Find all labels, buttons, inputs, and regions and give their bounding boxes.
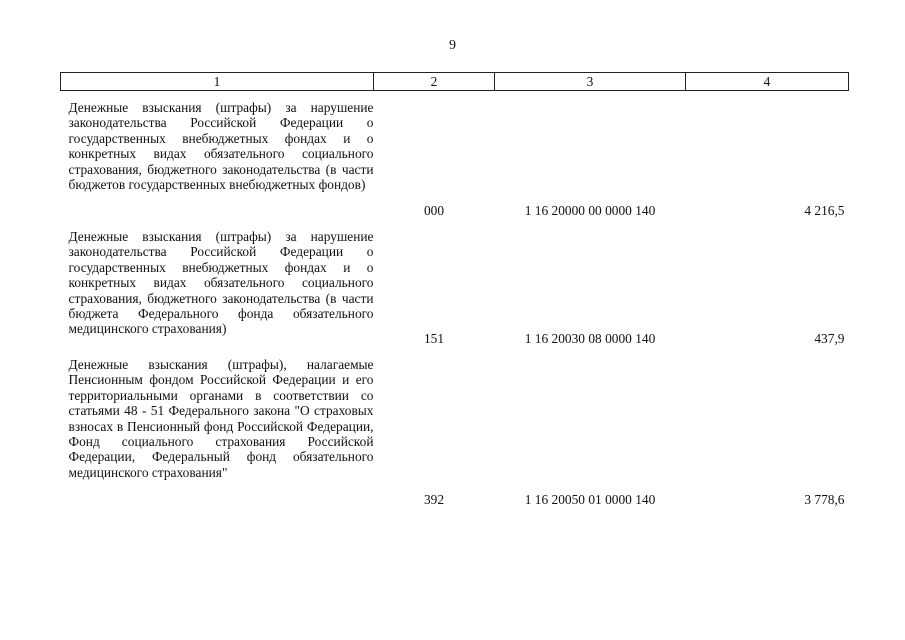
row-kbk-code: 1 16 20030 08 0000 140 <box>524 330 656 346</box>
row-kbk-code: 1 16 20050 01 0000 140 <box>524 491 656 507</box>
row-description: Денежные взыскания (штрафы), налагаемые Пенсионным фондом Российской Федерации и его территориальными органами в соответствии со статьями 48 - 51 Федерального закона "О страховых взносах в Пенсионный фонд Российской Федерации, Фонд социального страхования Российской Федерации, Федеральный фонд обязательного медицинского страхования" <box>68 357 374 480</box>
table-row <box>61 91 849 221</box>
header-col-4: 4 <box>686 73 849 91</box>
page-number: 9 <box>449 38 456 53</box>
revenue-table <box>60 72 849 509</box>
row-amount: 437,9 <box>814 330 845 346</box>
row-amount: 4 216,5 <box>804 202 845 218</box>
header-col-3: 3 <box>495 73 686 91</box>
row-amount: 3 778,6 <box>804 491 845 507</box>
row-description: Денежные взыскания (штрафы) за нарушение законодательства Российской Федерации о государственных внебюджетных фондах и о конкретных видах обязательного социального страхования, бюджетного законодательства (в части бюджета Федерального фонда обязательного медицинского страхования) <box>68 229 374 337</box>
row-admin-code: 392 <box>423 491 445 507</box>
header-row <box>61 73 849 91</box>
header-col-1: 1 <box>61 73 374 91</box>
row-description: Денежные взыскания (штрафы) за нарушение законодательства Российской Федерации о государственных внебюджетных фондах и о конкретных видах обязательного социального страхования, бюджетного законодательства (в части бюджетов государственных внебюджетных фондов) <box>68 100 374 193</box>
header-col-2: 2 <box>374 73 495 91</box>
row-admin-code: 151 <box>423 330 445 346</box>
table-row <box>61 348 849 509</box>
row-admin-code: 000 <box>423 202 445 218</box>
row-kbk-code: 1 16 20000 00 0000 140 <box>524 202 656 218</box>
table-row <box>61 220 849 348</box>
